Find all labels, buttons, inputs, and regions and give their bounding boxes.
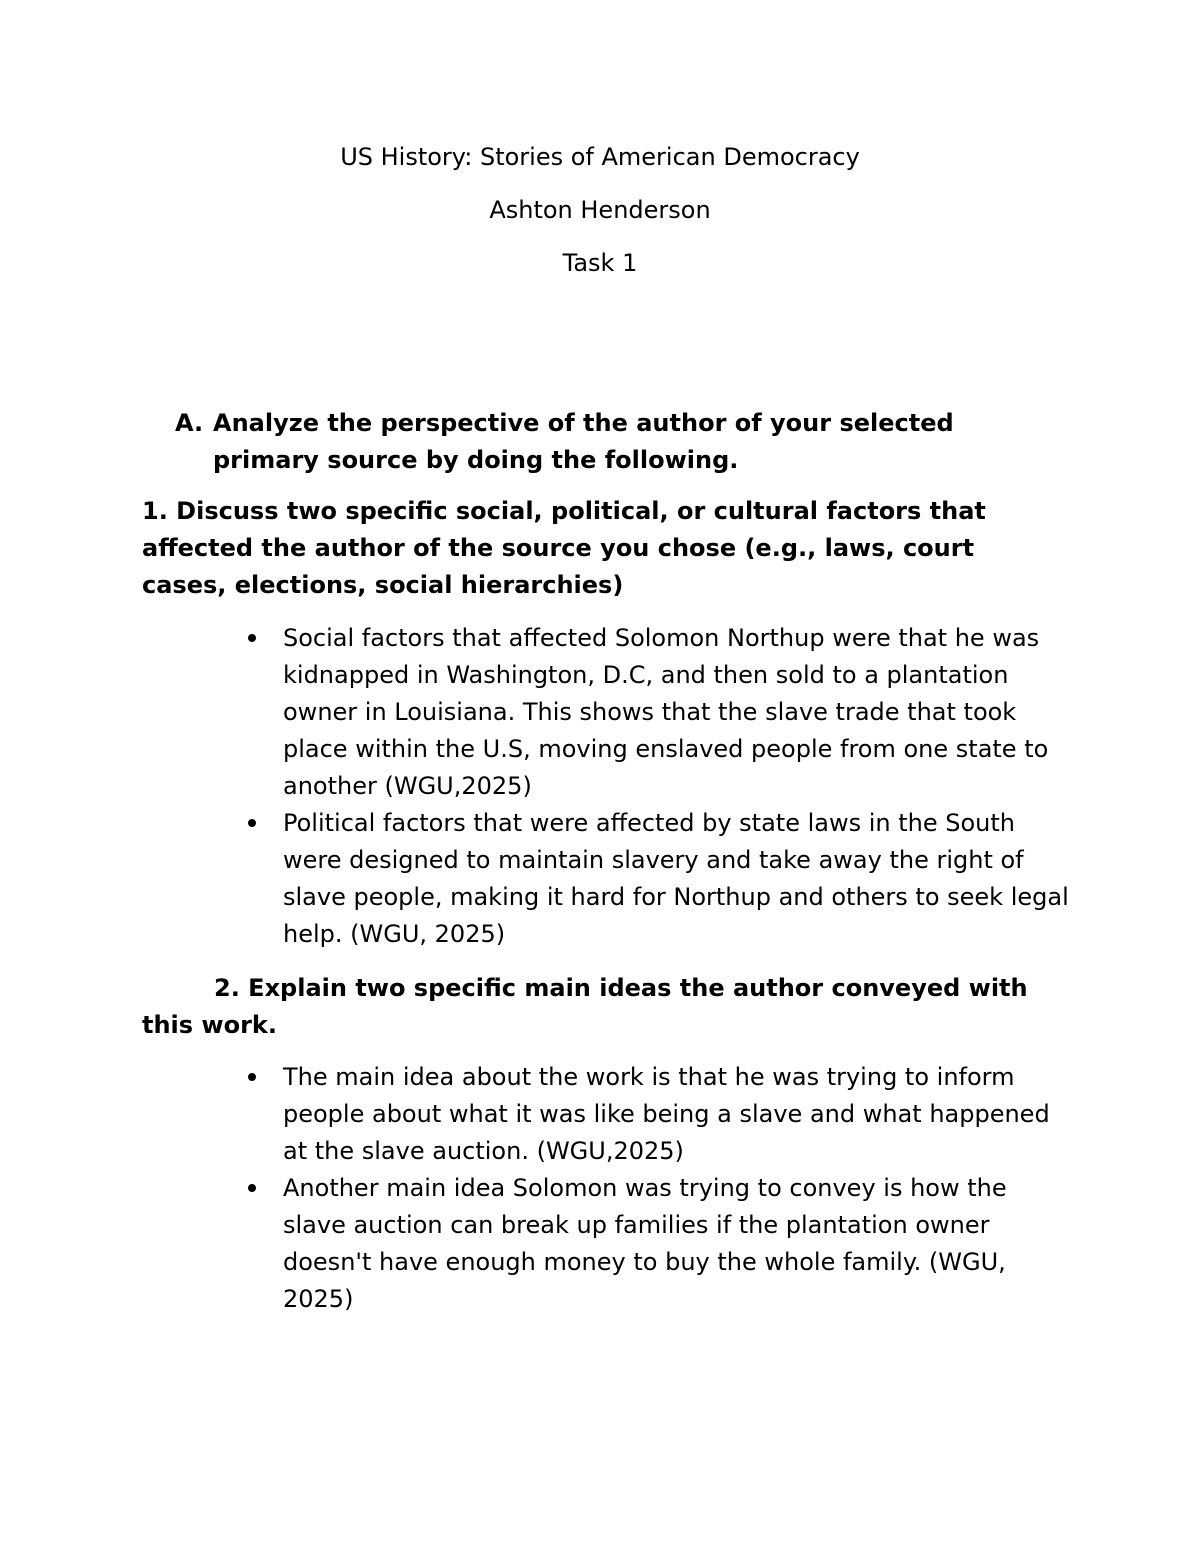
section-a-marker: A. xyxy=(175,409,204,437)
bullet-icon xyxy=(248,634,256,642)
bullet-icon xyxy=(248,1184,256,1192)
section-a-text: Analyze the perspective of the author of your selected primary source by doing the following. xyxy=(213,409,954,474)
question-2-bullet-list xyxy=(245,1059,1075,1318)
list-item-text: Another main idea Solomon was trying to convey is how the slave auction can break up families if the plantation owner doesn't have enough money to buy the whole family. (WGU, 2025) xyxy=(283,1174,1007,1313)
list-item-text: Social factors that affected Solomon Northup were that he was kidnapped in Washington, D.C, and then sold to a plantation owner in Louisiana. This shows that the slave trade that took place within the U.S, moving enslaved people from one state to another (WGU,2025) xyxy=(283,624,1049,800)
task-label: Task 1 xyxy=(562,249,638,277)
list-item-text: Political factors that were affected by state laws in the South were designed to maintain slavery and take away the right of slave people, making it hard for Northup and others to seek legal help. (WGU, 2025) xyxy=(283,809,1069,948)
list-item-text: The main idea about the work is that he was trying to inform people about what it was like being a slave and what happened at the slave auction. (WGU,2025) xyxy=(283,1063,1050,1165)
list-item xyxy=(245,1059,1075,1170)
list-item xyxy=(245,620,1075,805)
list-item xyxy=(245,805,1075,953)
author-name: Ashton Henderson xyxy=(489,196,711,224)
section-a-heading xyxy=(175,405,995,479)
bullet-icon xyxy=(248,1073,256,1081)
bullet-icon xyxy=(248,819,256,827)
list-item xyxy=(245,1170,1075,1318)
question-1-heading: 1. Discuss two specific social, political, or cultural factors that affected the author of the source you chose (e.g., laws, court cases, elections, social hierarchies) xyxy=(142,497,986,599)
course-title: US History: Stories of American Democracy xyxy=(340,143,860,171)
question-1-bullet-list xyxy=(245,620,1075,953)
question-2-heading: 2. Explain two specific main ideas the author conveyed with this work. xyxy=(142,974,1028,1039)
